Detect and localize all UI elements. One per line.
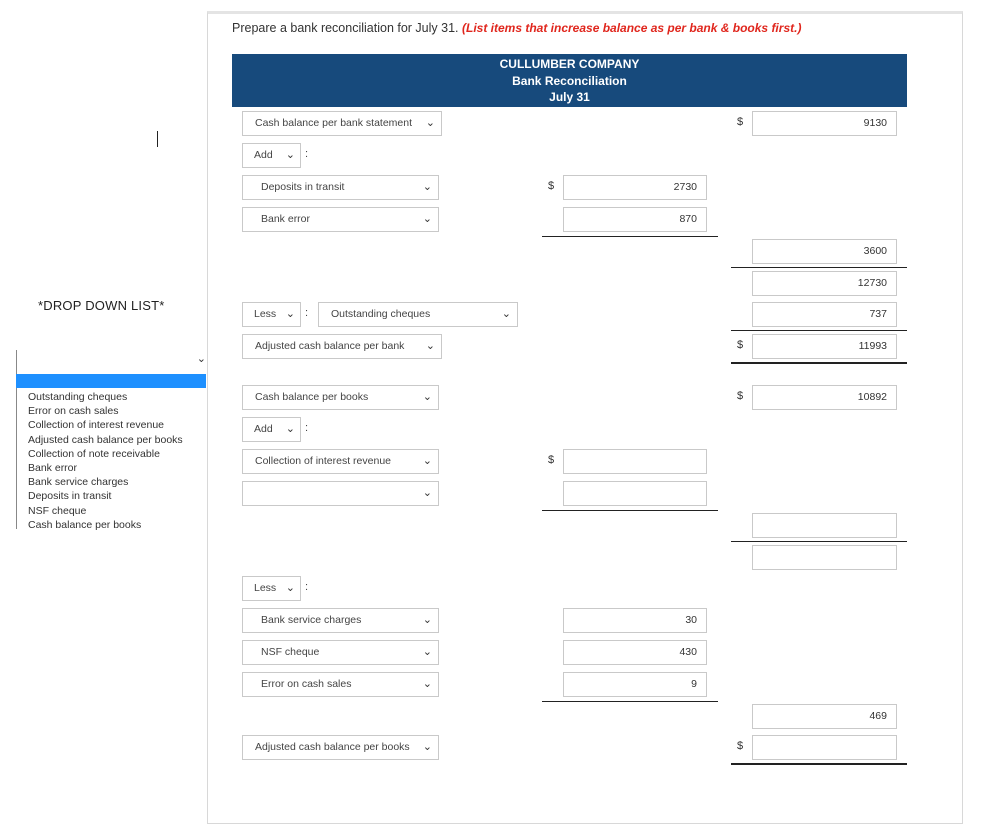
select-label: Adjusted cash balance per bank: [255, 340, 405, 352]
bank-less-input[interactable]: 737: [752, 302, 897, 327]
select-label: Cash balance per books: [255, 391, 369, 403]
cash-per-bank-select[interactable]: [242, 111, 442, 136]
books-less-item-select[interactable]: [242, 640, 439, 665]
bank-add-item-select[interactable]: [242, 175, 439, 200]
chevron-down-icon: ⌄: [422, 614, 432, 626]
dropdown-highlighted-option[interactable]: [16, 374, 206, 388]
text-cursor: [157, 131, 158, 147]
adjusted-bank-input[interactable]: 11993: [752, 334, 897, 359]
options-dropdown[interactable]: [16, 350, 206, 374]
select-label: Bank service charges: [261, 614, 362, 626]
colon: :: [305, 148, 309, 160]
books-add-item-select[interactable]: [242, 481, 439, 506]
bank-add-item-select[interactable]: [242, 207, 439, 232]
dropdown-option[interactable]: NSF cheque: [28, 504, 87, 517]
bank-add-select[interactable]: [242, 143, 301, 168]
dollar-sign: $: [737, 116, 744, 128]
books-less-item-select[interactable]: [242, 672, 439, 697]
select-label: Collection of interest revenue: [255, 455, 391, 467]
underline-rule: [542, 236, 718, 237]
chevron-down-icon: ⌄: [501, 308, 511, 320]
chevron-down-icon: ⌄: [285, 149, 295, 161]
select-label: Adjusted cash balance per books: [255, 741, 410, 753]
books-less-item-input[interactable]: 430: [563, 640, 707, 665]
cash-per-books-input[interactable]: 10892: [752, 385, 897, 410]
dollar-sign: $: [548, 454, 555, 466]
instruction-main: Prepare a bank reconciliation for July 31.: [232, 21, 459, 35]
bank-less-select[interactable]: [242, 302, 301, 327]
bank-add-item-input[interactable]: 870: [563, 207, 707, 232]
dropdown-option[interactable]: Bank error: [28, 462, 78, 475]
dropdown-option[interactable]: Error on cash sales: [28, 405, 119, 418]
select-label: Less: [254, 308, 277, 320]
books-less-select[interactable]: [242, 576, 301, 601]
chevron-down-icon: ⌄: [422, 391, 432, 403]
dropdown-option[interactable]: Collection of note receivable: [28, 447, 160, 460]
select-label: Bank error: [261, 213, 311, 225]
adjusted-books-input[interactable]: [752, 735, 897, 760]
bank-add-total-input[interactable]: 3600: [752, 239, 897, 264]
select-label: Cash balance per bank statement: [255, 117, 413, 129]
colon: :: [305, 581, 309, 593]
chevron-down-icon: ⌄: [422, 455, 432, 467]
chevron-down-icon: ⌄: [285, 308, 295, 320]
instruction-text: [232, 21, 801, 35]
books-less-item-select[interactable]: [242, 608, 439, 633]
bank-less-item-select[interactable]: [318, 302, 518, 327]
chevron-down-icon: ⌄: [285, 423, 295, 435]
cash-per-books-select[interactable]: [242, 385, 439, 410]
dropdown-options-list: [16, 388, 206, 529]
statement-title: Bank Reconciliation: [512, 73, 627, 88]
dollar-sign: $: [737, 740, 744, 752]
statement-date: July 31: [549, 90, 590, 104]
dropdown-option[interactable]: Adjusted cash balance per books: [28, 433, 183, 446]
dropdown-list-label: *DROP DOWN LIST*: [38, 298, 165, 313]
dollar-sign: $: [737, 339, 744, 351]
books-add-total-input[interactable]: [752, 513, 897, 538]
chevron-down-icon: ⌄: [422, 646, 432, 658]
underline-rule: [731, 330, 907, 331]
dropdown-option[interactable]: Deposits in transit: [28, 490, 112, 503]
colon: :: [305, 307, 309, 319]
dropdown-option[interactable]: Outstanding cheques: [28, 391, 128, 403]
chevron-down-icon: ⌄: [425, 340, 435, 352]
dollar-sign: $: [737, 390, 744, 402]
underline-rule: [542, 510, 718, 511]
select-label: Deposits in transit: [261, 181, 345, 193]
chevron-down-icon: ⌄: [285, 582, 295, 594]
cash-per-bank-input[interactable]: 9130: [752, 111, 897, 136]
select-label: Add: [254, 423, 273, 435]
select-label: Error on cash sales: [261, 678, 352, 690]
double-underline-rule: [731, 763, 907, 765]
books-add-item-input[interactable]: [563, 449, 707, 474]
instruction-note: (List items that increase balance as per bank & books first.): [462, 21, 802, 35]
adjusted-bank-select[interactable]: [242, 334, 442, 359]
dropdown-option[interactable]: Cash balance per books: [28, 518, 142, 531]
books-add-item-select[interactable]: [242, 449, 439, 474]
bank-add-item-input[interactable]: 2730: [563, 175, 707, 200]
chevron-down-icon: ⌄: [422, 741, 432, 753]
books-less-item-input[interactable]: 9: [563, 672, 707, 697]
chevron-down-icon: ⌄: [422, 487, 432, 499]
company-name: CULLUMBER COMPANY: [499, 57, 640, 71]
double-underline-rule: [731, 362, 907, 364]
bank-subtotal-input[interactable]: 12730: [752, 271, 897, 296]
chevron-down-icon: ⌄: [422, 181, 432, 193]
select-label: Outstanding cheques: [331, 308, 431, 320]
select-label: Less: [254, 582, 277, 594]
chevron-down-icon: ⌄: [196, 353, 206, 365]
books-add-item-input[interactable]: [563, 481, 707, 506]
select-label: Add: [254, 149, 273, 161]
dollar-sign: $: [548, 180, 555, 192]
underline-rule: [731, 541, 907, 542]
adjusted-books-select[interactable]: [242, 735, 439, 760]
underline-rule: [542, 701, 718, 702]
colon: :: [305, 422, 309, 434]
dropdown-option[interactable]: Collection of interest revenue: [28, 419, 164, 432]
underline-rule: [731, 267, 907, 268]
books-subtotal-input[interactable]: [752, 545, 897, 570]
chevron-down-icon: ⌄: [425, 117, 435, 129]
books-less-total-input[interactable]: 469: [752, 704, 897, 729]
chevron-down-icon: ⌄: [422, 213, 432, 225]
chevron-down-icon: ⌄: [422, 678, 432, 690]
books-add-select[interactable]: [242, 417, 301, 442]
dropdown-option[interactable]: Bank service charges: [28, 476, 129, 489]
statement-header: [232, 54, 907, 107]
books-less-item-input[interactable]: 30: [563, 608, 707, 633]
select-label: NSF cheque: [261, 646, 320, 658]
